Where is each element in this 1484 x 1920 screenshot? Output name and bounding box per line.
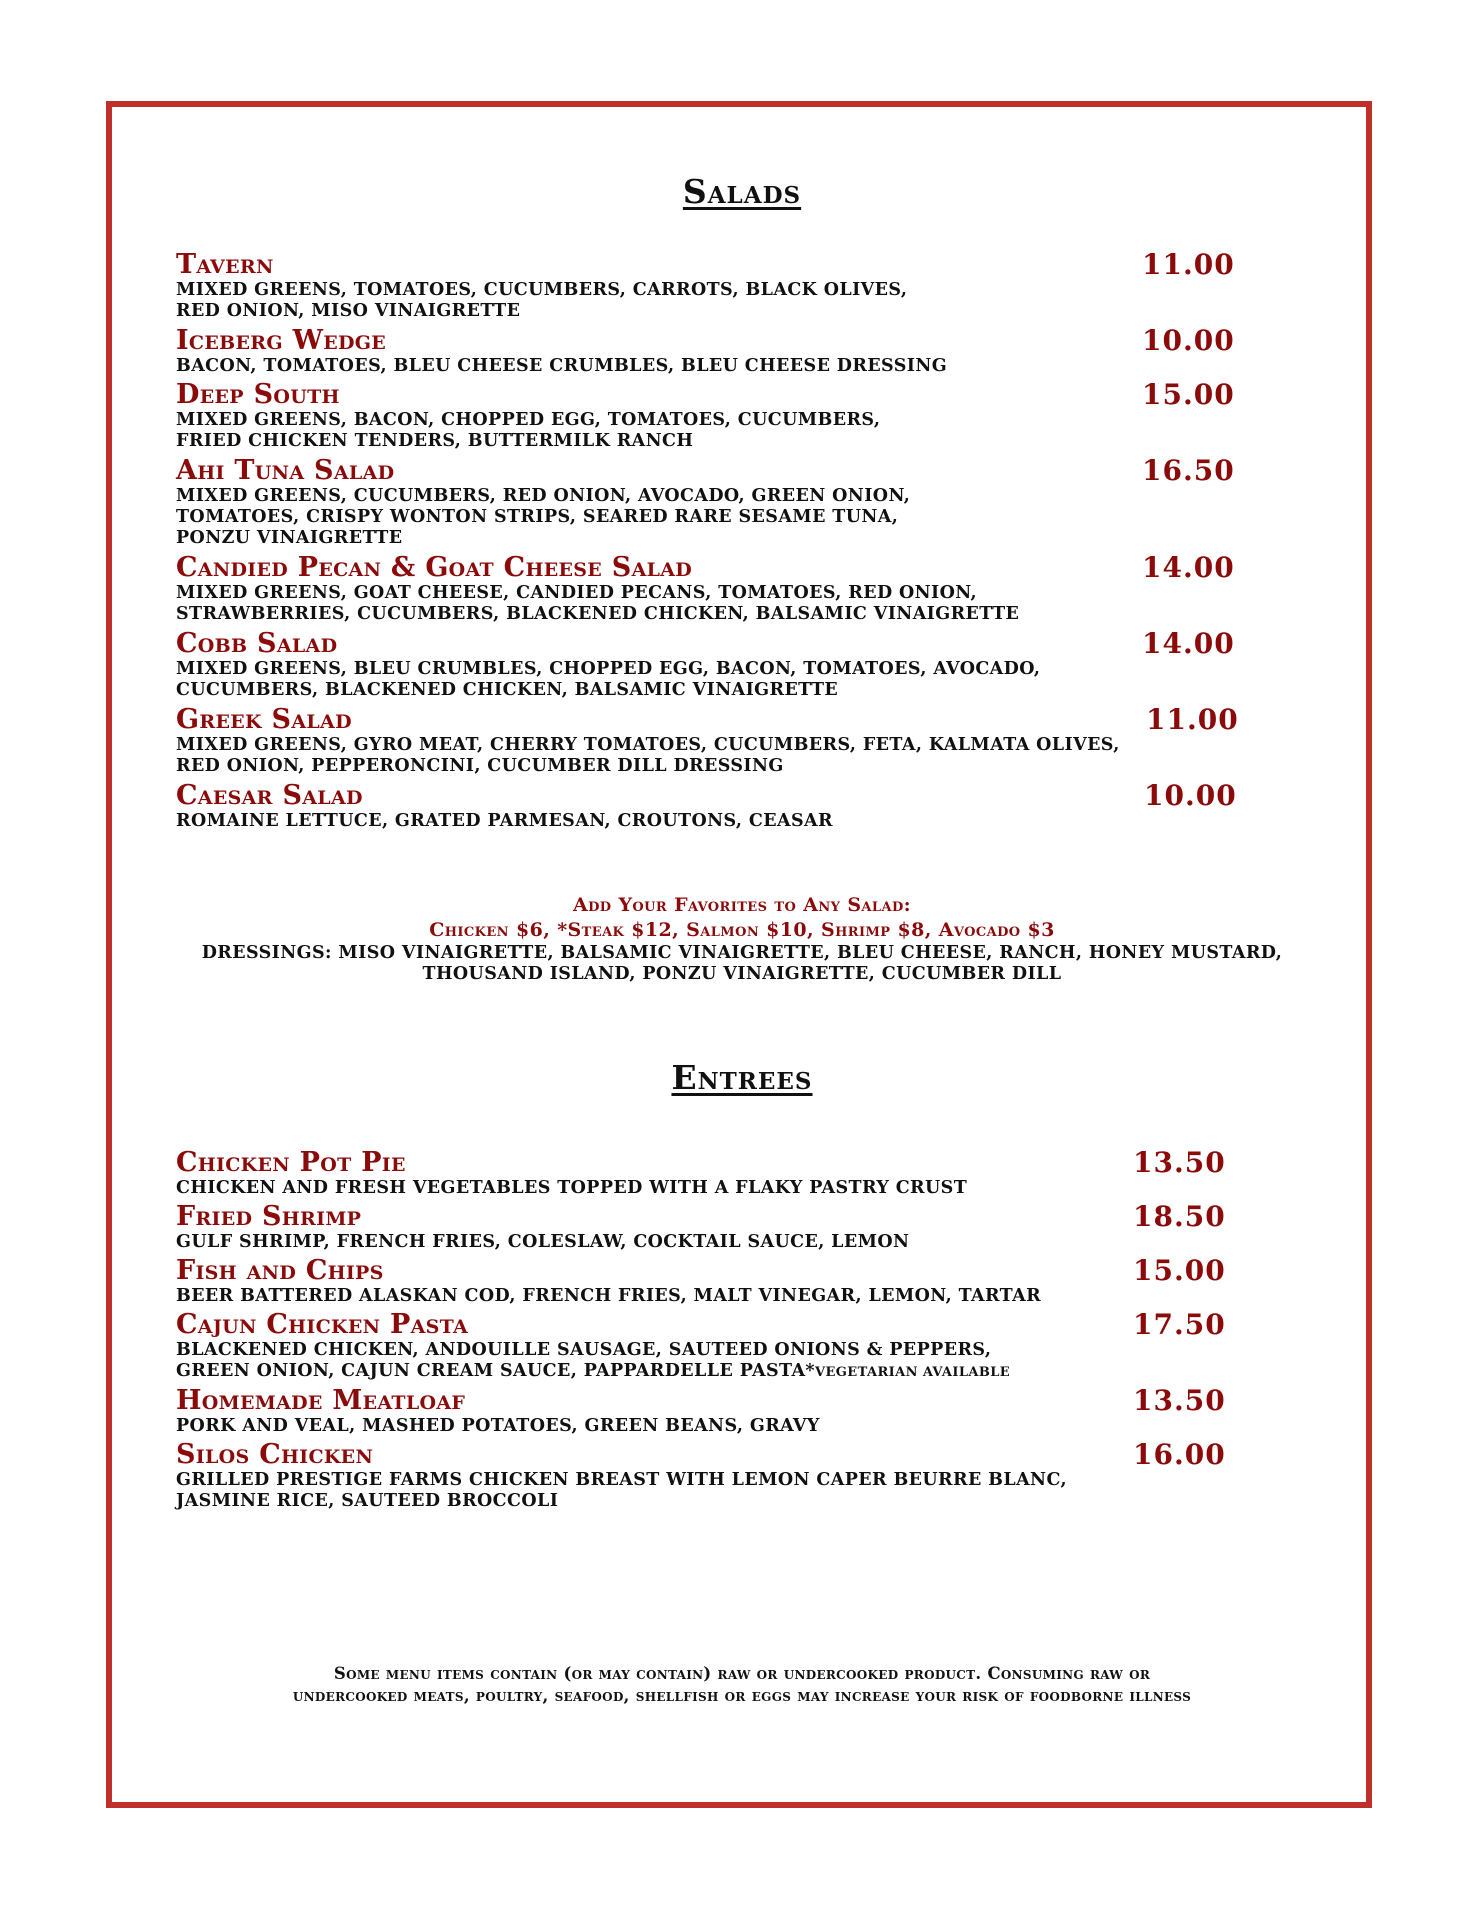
item-description: MIXED GREENS, GOAT CHEESE, CANDIED PECANS, TOMATOES, RED ONION, STRAWBERRIES, CUCUMBERS, BLACKENED CHICKEN, BALSAMIC VINAIGRETTE [176, 583, 1020, 624]
item-price: 14.00 [1142, 627, 1235, 660]
item-price: 18.50 [1133, 1200, 1226, 1233]
item-name: Fried Shrimp [176, 1201, 362, 1232]
addons-title: Add Your Favorites to Any Salad: [572, 894, 912, 916]
item-price: 11.00 [1146, 703, 1239, 736]
item-description: MIXED GREENS, TOMATOES, CUCUMBERS, CARROTS, BLACK OLIVES, RED ONION, MISO VINAIGRETTE [176, 280, 908, 321]
menu-item [176, 553, 1246, 625]
item-description: ROMAINE LETTUCE, GRATED PARMESAN, CROUTONS, CEASAR [176, 811, 833, 831]
addons-list: Chicken $6, *Steak $12, Salmon $10, Shrimp $8, Avocado $3 [429, 919, 1055, 941]
item-description: MIXED GREENS, GYRO MEAT, CHERRY TOMATOES, CUCUMBERS, FETA, KALMATA OLIVES, RED ONION, PEPPERONCINI, CUCUMBER DILL DRESSING [176, 735, 1120, 776]
item-price: 10.00 [1142, 324, 1235, 357]
item-price: 16.50 [1142, 454, 1235, 487]
item-name: Ahi Tuna Salad [176, 455, 395, 486]
menu-item [176, 1440, 1246, 1512]
item-description: CHICKEN AND FRESH VEGETABLES TOPPED WITH A FLAKY PASTRY CRUST [176, 1178, 968, 1198]
item-price: 13.50 [1133, 1146, 1226, 1179]
menu-item [176, 1386, 1246, 1437]
item-name: Iceberg Wedge [176, 325, 387, 356]
item-price: 10.00 [1144, 779, 1237, 812]
salad-addons [0, 893, 1484, 985]
item-description: GULF SHRIMP, FRENCH FRIES, COLESLAW, COCKTAIL SAUCE, LEMON [176, 1232, 910, 1252]
item-price: 15.00 [1142, 378, 1235, 411]
menu-item [176, 781, 1246, 832]
menu-item [176, 1256, 1246, 1307]
item-description: GRILLED PRESTIGE FARMS CHICKEN BREAST WITH LEMON CAPER BEURRE BLANC, JASMINE RICE, SAUTEED BROCCOLI [176, 1470, 1067, 1511]
item-price: 14.00 [1142, 551, 1235, 584]
item-description: PORK AND VEAL, MASHED POTATOES, GREEN BEANS, GRAVY [176, 1416, 820, 1436]
item-description: BEER BATTERED ALASKAN COD, FRENCH FRIES, MALT VINEGAR, LEMON, TARTAR [176, 1286, 1042, 1306]
vegetarian-note: VEGETARIAN AVAILABLE [815, 1365, 1011, 1380]
item-name: Homemade Meatloaf [176, 1385, 466, 1416]
menu-item [176, 1202, 1246, 1253]
menu-item [176, 629, 1246, 701]
dressings-list: DRESSINGS: MISO VINAIGRETTE, BALSAMIC VINAIGRETTE, BLEU CHEESE, RANCH, HONEY MUSTARD, THOUSAND ISLAND, PONZU VINAIGRETTE, CUCUMBER DILL [201, 943, 1283, 984]
item-name: Candied Pecan & Goat Cheese Salad [176, 552, 693, 583]
item-price: 16.00 [1133, 1438, 1226, 1471]
item-name: Silos Chicken [176, 1439, 374, 1470]
item-description-text: BLACKENED CHICKEN, ANDOUILLE SAUSAGE, SAUTEED ONIONS & PEPPERS, GREEN ONION, CAJUN CREAM SAUCE, PAPPARDELLE PASTA* [176, 1340, 992, 1381]
item-name: Cobb Salad [176, 628, 338, 659]
item-price: 13.50 [1133, 1384, 1226, 1417]
menu-item [176, 456, 1246, 549]
item-description: MIXED GREENS, BLEU CRUMBLES, CHOPPED EGG, BACON, TOMATOES, AVOCADO, CUCUMBERS, BLACKENED CHICKEN, BALSAMIC VINAIGRETTE [176, 659, 1041, 700]
item-description: MIXED GREENS, BACON, CHOPPED EGG, TOMATOES, CUCUMBERS, FRIED CHICKEN TENDERS, BUTTERMILK RANCH [176, 410, 881, 451]
item-name: Chicken Pot Pie [176, 1147, 406, 1178]
item-description: BACON, TOMATOES, BLEU CHEESE CRUMBLES, BLEU CHEESE DRESSING [176, 356, 948, 376]
item-price: 15.00 [1133, 1254, 1226, 1287]
menu-item [176, 326, 1246, 377]
food-safety-disclaimer: Some menu items contain (or may contain) raw or undercooked product. Consuming raw or undercooked meats, poultry, seafood, shellfish or eggs may increase your risk of foodborne illness [292, 1664, 1192, 1705]
menu-item [176, 1148, 1246, 1199]
salads-heading: Salads [682, 172, 802, 211]
menu-item [176, 250, 1246, 322]
item-description [176, 1340, 1246, 1383]
item-name: Fish and Chips [176, 1255, 384, 1286]
item-name: Cajun Chicken Pasta [176, 1309, 469, 1340]
item-price: 11.00 [1142, 248, 1235, 281]
menu-item [176, 380, 1246, 452]
menu-item [176, 1310, 1246, 1383]
item-name: Tavern [176, 249, 274, 280]
item-name: Caesar Salad [176, 780, 363, 811]
menu-item [176, 705, 1246, 777]
item-name: Greek Salad [176, 704, 352, 735]
item-name: Deep South [176, 379, 340, 410]
item-description: MIXED GREENS, CUCUMBERS, RED ONION, AVOCADO, GREEN ONION, TOMATOES, CRISPY WONTON STRIPS, SEARED RARE SESAME TUNA, PONZU VINAIGRETTE [176, 486, 911, 548]
item-price: 17.50 [1133, 1308, 1226, 1341]
entrees-heading: Entrees [671, 1058, 813, 1097]
